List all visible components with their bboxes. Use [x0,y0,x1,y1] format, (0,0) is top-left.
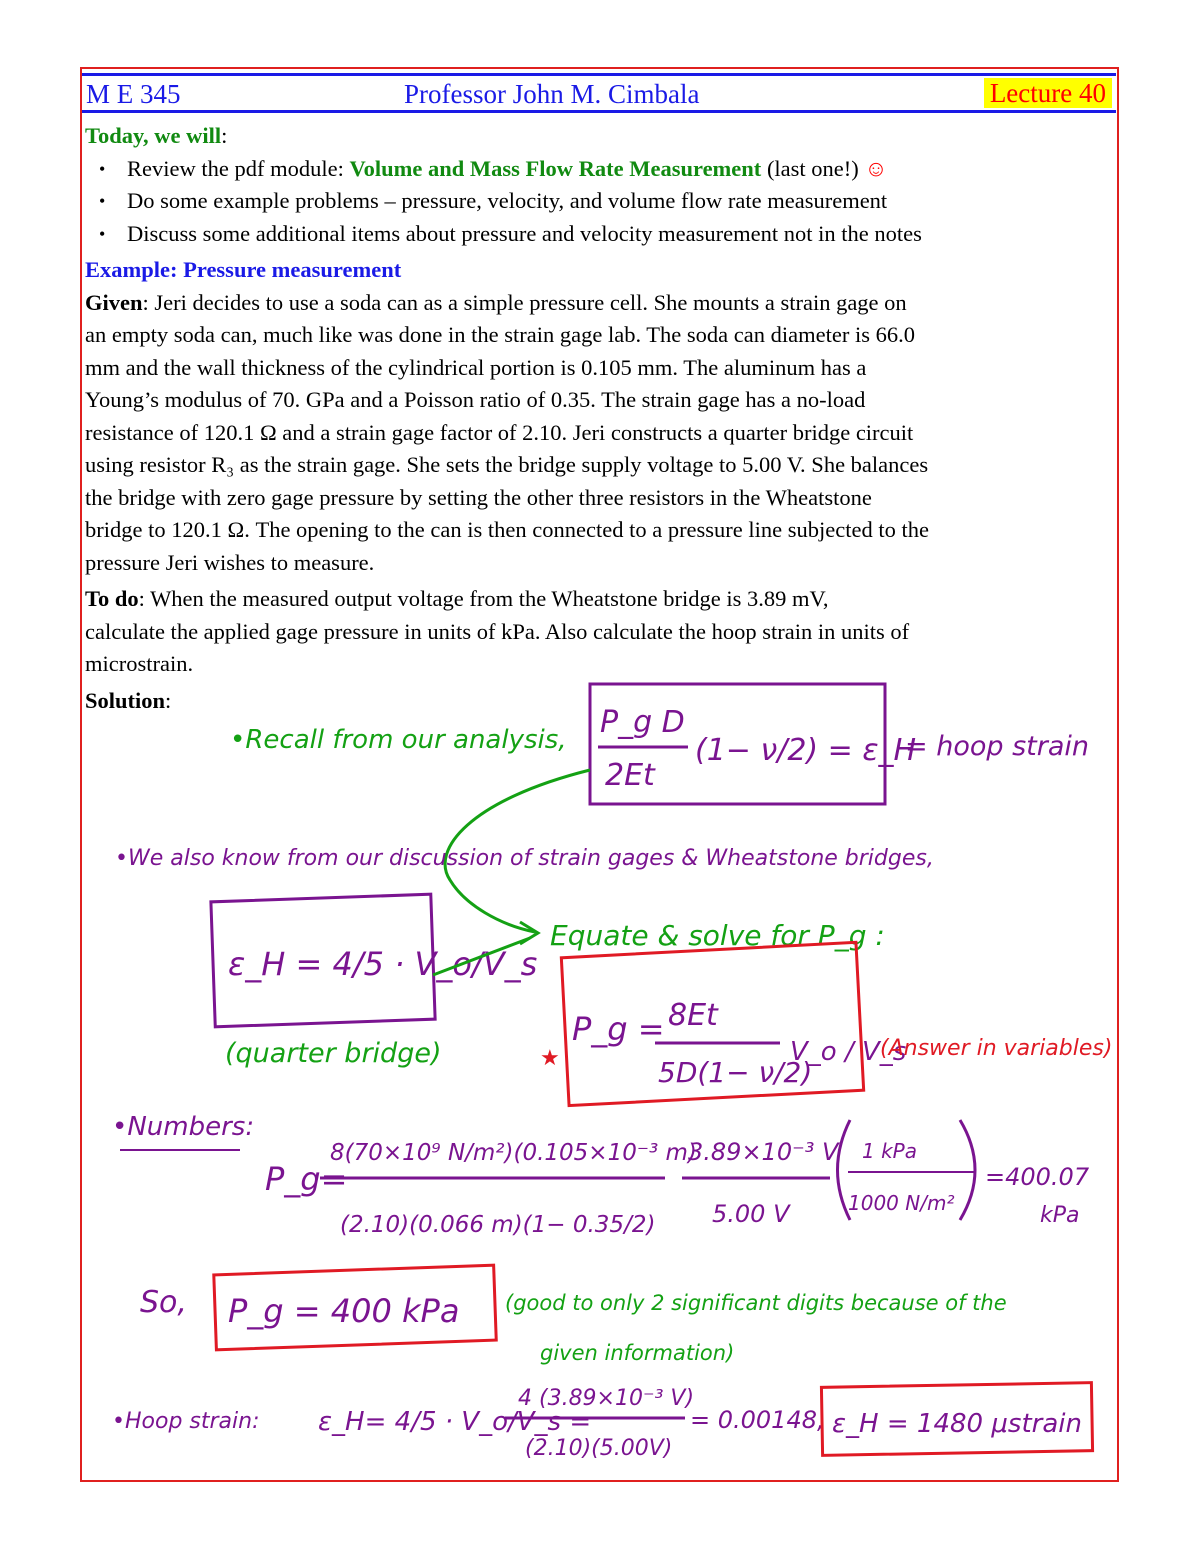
agenda-item: • Do some example problems – pressure, velocity, and volume flow rate measurement [85,185,1115,218]
smiley-icon: ☺ [864,155,888,181]
conversion-numerator: 1 kPa [862,1139,917,1163]
so-label: So, [140,1285,187,1320]
equate-text: Equate & solve for P_g : [550,919,885,952]
course-code: M E 345 [86,79,181,109]
agenda-item: • Discuss some additional items about pressure and velocity measurement not in the notes [85,218,1115,251]
hoop-eq-numerator: P_g D [600,705,685,740]
final-pressure-answer: P_g = 400 kPa [228,1292,460,1330]
numbers-result: =400.07 [985,1163,1090,1191]
lecture-number: Lecture 40 [984,78,1112,108]
numbers-lhs: P_g= [265,1160,348,1198]
professor-name: Professor John M. Cimbala [404,79,700,109]
today-heading: Today, we will: [85,123,228,148]
numbers-label: •Numbers: [112,1112,255,1142]
quarter-bridge-equation: ε_H = 4/5 · V_o/V_s [228,945,538,983]
hoop-strain-label-2: •Hoop strain: [112,1409,260,1434]
given-paragraph: Given: Jeri decides to use a soda can as a simple pressure cell. She mounts a strain gage on an empty soda can, much like was done in the strain gage lab. The soda can diameter is 66.0 mm and the wall thickness of the cylindrical portion is 0.105 mm. The aluminum has a Young’s modulus of 70. GPa and a Poisson ratio of 0.35. The strain gage has a no-load resistance of 120.1 Ω and a strain gage factor of 2.10. Jeri constructs a quarter bridge circuit using resistor R₃ as the strain gage. She sets the bridge supply voltage to 5.00 V. She balances the bridge with zero gage pressure by setting the other three resistors in the Wheatstone bridge to 120.1 Ω. The opening to the can is then connected to a pressure line subjected to the pressure Jeri wishes to measure. [85,289,929,575]
answer-numerator: 8Et [668,998,718,1033]
significance-note-2: given information) [540,1341,735,1365]
quarter-bridge-label: (quarter bridge) [225,1038,442,1069]
given-label: Given [85,289,143,315]
numbers-result-unit: kPa [1040,1203,1080,1228]
numbers-denominator: (2.10)(0.066 m)(1− 0.35/2) [340,1212,656,1238]
numbers-numerator: 8(70×10⁹ N/m²)(0.105×10⁻³ m) [330,1140,697,1166]
hoop-eq-denominator: 2Et [605,758,655,793]
hoop-calc-lhs: ε_H= 4/5 · V_o/V_s = [318,1407,592,1437]
hoop-eq-rest: (1− ν/2) = ε_H [695,733,917,768]
also-know-text: •We also know from our discussion of strain gages & Wheatstone bridges, [115,846,934,871]
recall-text: •Recall from our analysis, [230,725,567,755]
solution-heading: Solution: [85,687,172,713]
example-title: Example: Pressure measurement [85,257,402,282]
todo-paragraph: To do: When the measured output voltage from the Wheatstone bridge is 3.89 mV, calculate the applied gage pressure in units of kPa. Also calculate the hoop strain in units of microstrain. [85,586,910,676]
answer-denominator: 5D(1− ν/2) [658,1056,813,1089]
answer-lhs: P_g = [572,1010,665,1048]
conversion-denominator: 1000 N/m² [848,1191,955,1215]
hoop-calc-numerator: 4 (3.89×10⁻³ V) [518,1386,695,1411]
star-icon: ★ [540,1046,560,1071]
significance-note: (good to only 2 significant digits because of the [505,1291,1007,1315]
voltage-denominator: 5.00 V [712,1200,790,1228]
right-paren [960,1120,975,1220]
answer-ratio: V_o / V_s [790,1037,907,1067]
agenda-item: • Review the pdf module: Volume and Mass Flow Rate Measurement (last one!) ☺ [85,153,1115,186]
hoop-calc-result: = 0.00148, [690,1406,825,1434]
final-strain-answer: ε_H = 1480 μstrain [832,1409,1082,1439]
hoop-strain-label: = hoop strain [905,731,1089,762]
answer-note: (Answer in variables) [880,1036,1113,1061]
hoop-calc-denominator: (2.10)(5.00V) [525,1436,673,1461]
todo-label: To do [85,586,139,611]
voltage-numerator: 3.89×10⁻³ V [688,1138,839,1166]
